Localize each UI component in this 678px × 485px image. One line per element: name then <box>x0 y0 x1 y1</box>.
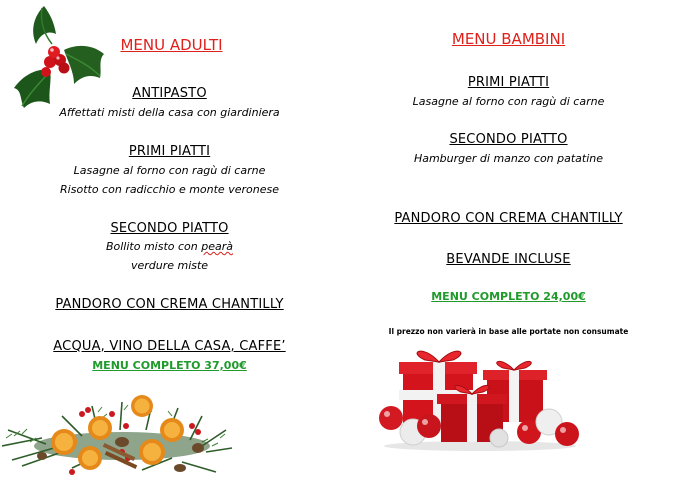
antipasto-item: Affettati misti della casa con giardiniera <box>59 106 280 119</box>
bambini-primi-heading: PRIMI PIATTI <box>467 75 550 90</box>
menu-bambini-column <box>339 0 678 485</box>
secondo-heading: SECONDO PIATTO <box>110 221 229 236</box>
antipasto-heading: ANTIPASTO <box>132 86 207 101</box>
christmas-garland-icon <box>2 386 240 485</box>
menu-adulti-price: MENU COMPLETO 37,00€ <box>92 359 247 372</box>
secondo-item-1-text: Bollito misto con <box>105 240 202 253</box>
bambini-bevande-heading: BEVANDE INCLUSE <box>446 252 571 267</box>
gift-boxes-icon <box>377 346 583 452</box>
secondo-item-2: verdure miste <box>130 259 209 272</box>
primi-item-2: Risotto con radicchio e monte veronese <box>60 183 279 196</box>
bambini-primi-item: Lasagne al forno con ragù di carne <box>412 95 605 108</box>
holly-icon <box>4 4 112 122</box>
bambini-secondo-heading: SECONDO PIATTO <box>449 132 568 147</box>
dolce-heading: PANDORO CON CREMA CHANTILLY <box>55 297 284 312</box>
menu-bambini-price: MENU COMPLETO 24,00€ <box>431 290 586 303</box>
secondo-item-1 <box>0 240 339 253</box>
bevande-heading: ACQUA, VINO DELLA CASA, CAFFE’ <box>53 339 286 354</box>
menu-adulti-title: MENU ADULTI <box>120 36 223 54</box>
bambini-secondo-item: Hamburger di manzo con patatine <box>413 152 604 165</box>
price-note: Il prezzo non varierà in base alle portate non consumate <box>388 327 629 336</box>
bambini-dolce-heading: PANDORO CON CREMA CHANTILLY <box>394 211 623 226</box>
menu-bambini-title: MENU BAMBINI <box>451 30 566 48</box>
secondo-item-1-word: pearà <box>201 240 234 253</box>
primi-heading: PRIMI PIATTI <box>128 144 211 159</box>
primi-item-1: Lasagne al forno con ragù di carne <box>73 164 266 177</box>
